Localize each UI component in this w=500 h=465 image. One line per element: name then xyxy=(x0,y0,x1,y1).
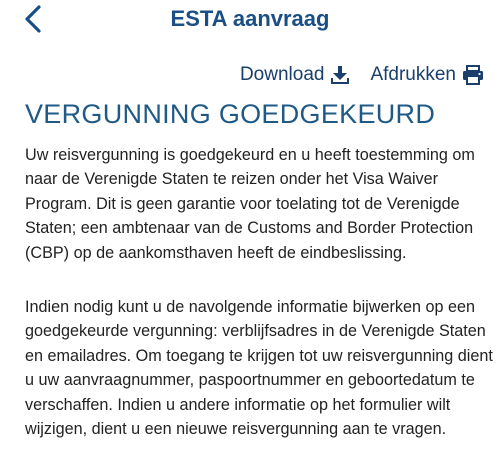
update-info-paragraph: Indien nodig kunt u de navolgende informatie bijwerken op een goedgekeurde vergunning: verblijfsadres in de Verenigde Staten en emailadres. Om toegang te krijgen tot uw reisvergunning dient u uw aanvraagnummer, paspoortnummer en geboortedatum te verschaffen. Indien u andere informatie op het formulier wilt wijzigen, dient u een nieuwe reisvergunning aan te vragen. xyxy=(25,298,493,439)
print-label: Afdrukken xyxy=(370,64,456,85)
page-title: ESTA aanvraag xyxy=(170,6,330,31)
app-header xyxy=(0,0,500,38)
download-button[interactable] xyxy=(240,64,351,86)
approval-heading: VERGUNNING GOEDGEKEURD xyxy=(25,99,436,129)
print-button[interactable] xyxy=(370,64,484,86)
action-bar xyxy=(240,64,484,86)
approval-paragraph: Uw reisvergunning is goedgekeurd en u heeft toestemming om naar de Verenigde Staten te reizen onder het Visa Waiver Program. Dit is geen garantie voor toelating tot de Verenigde Staten; een ambtenaar van de Customs and Border Protection (CBP) op de aankomsthaven heeft de eindbeslissing. xyxy=(25,146,475,262)
download-label: Download xyxy=(239,64,325,85)
printer-icon xyxy=(462,65,484,85)
download-icon xyxy=(330,65,350,85)
